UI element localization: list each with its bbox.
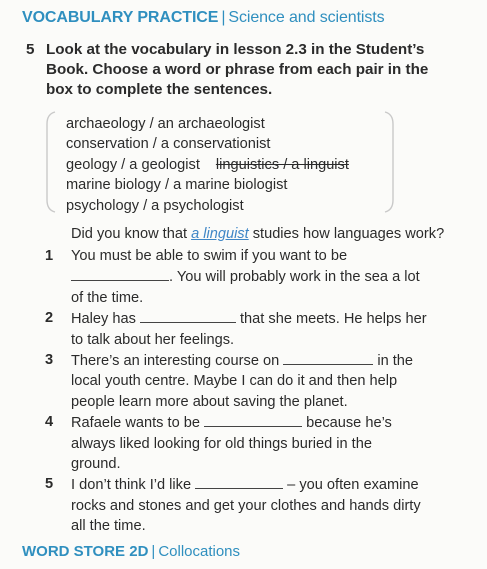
task-line: Look at the vocabulary in lesson 2.3 in the Student’s [46,41,425,58]
question-item: 3 There’s an interesting course on in the local youth centre. Maybe I can do it and then help people learn more about saving the planet. [45,352,414,410]
word-box [45,110,395,214]
question-item: 4 Rafaele wants to be because he’s always liked looking for old things buried in the ground. [45,414,392,473]
task-line: box to complete the sentences. [46,81,273,98]
word-box-item: archaeology / an archaeologist [66,116,265,132]
word-box-item: conservation / a conservationist [66,136,271,153]
question-number: 1 [45,248,54,264]
answer-blank[interactable] [71,266,169,281]
next-section-header [22,543,240,560]
word-box-item: psychology / a psychologist [66,197,244,214]
task-instructions [26,40,446,100]
questions-list [45,246,445,537]
answer-blank[interactable] [195,474,283,489]
word-box-item-crossed-out: linguistics / a linguist [215,156,349,173]
footer-section-title: WORD STORE 2D [22,543,149,560]
footer-separator: | [151,543,156,560]
word-box-item: geology / a geologist [66,156,200,173]
section-topic: Science and scientists [228,9,385,26]
question-number: 2 [45,310,54,327]
footer-topic: Collocations [158,543,241,560]
question-number: 3 [45,352,54,369]
header-separator: | [221,9,226,26]
question-number: 5 [45,476,54,493]
question-item: 2 Haley has that she meets. He helps her to talk about her feelings. [45,310,427,348]
task-line: Book. Choose a word or phrase from each pair in the [46,61,429,78]
example-answer: a linguist [191,226,249,242]
page-header [22,9,385,27]
example-sentence: Did you know that a linguist studies how languages work? [71,226,445,242]
section-title: VOCABULARY PRACTICE [22,9,219,26]
question-item: 1 You must be able to swim if you want to be . You will probably work in the sea a lot of the time. [45,248,420,306]
question-number: 4 [45,414,54,431]
word-box-item: marine biology / a marine biologist [66,177,288,194]
answer-blank[interactable] [140,308,236,323]
question-item: 5 I don’t think I’d like – you often examine rocks and stones and get your clothes and hands dirty all the time. [45,476,421,535]
answer-blank[interactable] [204,412,302,427]
answer-blank[interactable] [283,350,373,365]
task-number: 5 [26,41,35,58]
